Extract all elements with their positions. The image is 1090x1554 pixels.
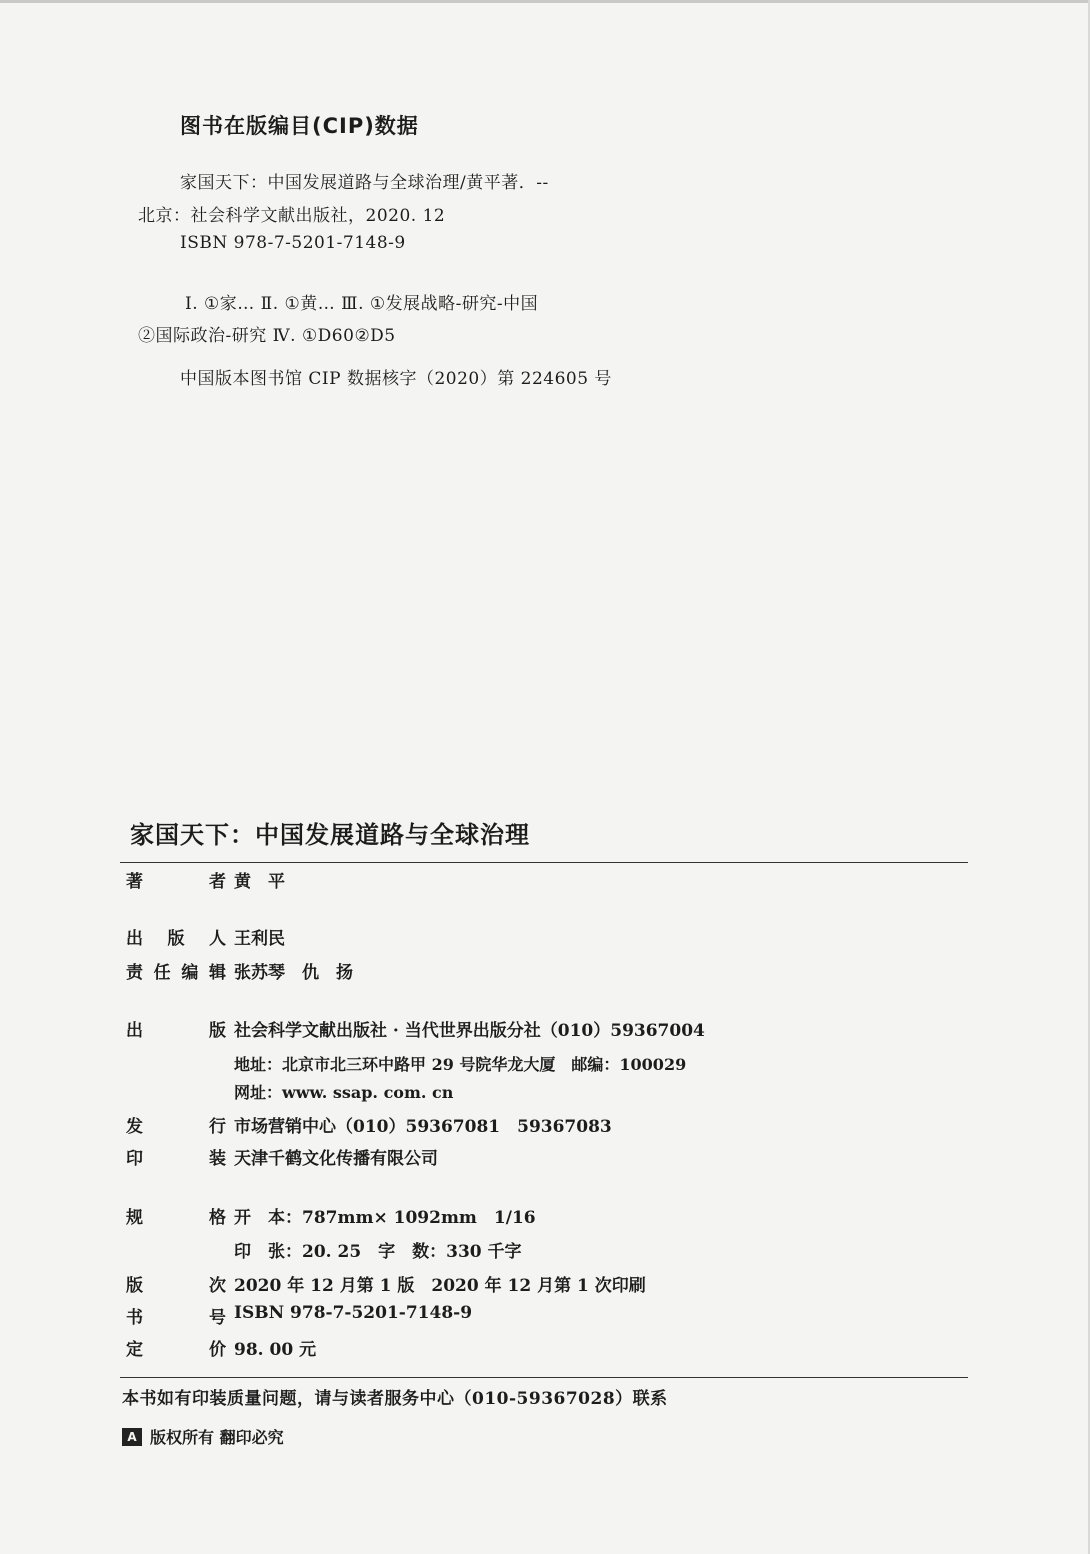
cip-line-title: 家国天下：中国发展道路与全球治理/黄平著．--	[180, 173, 549, 193]
book-title: 家国天下：中国发展道路与全球治理	[130, 821, 530, 849]
spec-extra: 印 张：20. 25 字 数：330 千字	[234, 1242, 522, 1262]
publisher-person-value: 王利民	[234, 929, 285, 949]
publish-label: 出 版	[126, 1021, 226, 1041]
publisher-website[interactable]: 网址：www. ssap. com. cn	[234, 1083, 454, 1102]
cip-line-isbn: ISBN 978-7-5201-7148-9	[180, 233, 406, 253]
divider-top	[120, 862, 968, 863]
publisher-address: 地址：北京市北三环中路甲 29 号院华龙大厦 邮编：100029	[234, 1055, 687, 1074]
isbn-label: 书 号	[126, 1308, 226, 1328]
rights-text: 版权所有 翻印必究	[150, 1428, 284, 1447]
publisher-logo-icon: A	[122, 1428, 142, 1446]
editors-label: 责 任 编 辑	[126, 963, 226, 983]
page-edge	[0, 0, 1090, 3]
price-label: 定 价	[126, 1340, 226, 1360]
author-value: 黄 平	[234, 872, 285, 892]
cip-line-record-number: 中国版本图书馆 CIP 数据核字（2020）第 224605 号	[180, 369, 612, 389]
author-label: 著 者	[126, 872, 226, 892]
printing-value: 天津千鹤文化传播有限公司	[234, 1149, 438, 1169]
cip-line-classification: Ⅰ. ①家… Ⅱ. ①黄… Ⅲ. ①发展战略-研究-中国	[185, 294, 539, 314]
distribution-value: 市场营销中心（010）59367081 59367083	[234, 1117, 612, 1137]
divider-bottom	[120, 1377, 968, 1378]
spec-label: 规 格	[126, 1208, 226, 1228]
edition-label: 版 次	[126, 1276, 226, 1296]
cip-line-classification-cont: ②国际政治-研究 Ⅳ. ①D60②D5	[138, 326, 396, 346]
price-value: 98. 00 元	[234, 1340, 317, 1360]
distribution-label: 发 行	[126, 1117, 226, 1137]
isbn-value: ISBN 978-7-5201-7148-9	[234, 1303, 473, 1323]
publish-value: 社会科学文献出版社 · 当代世界出版分社（010）59367004	[234, 1021, 705, 1041]
cip-heading: 图书在版编目(CIP)数据	[180, 114, 419, 138]
printing-label: 印 装	[126, 1149, 226, 1169]
spec-value: 开 本：787mm× 1092mm 1/16	[234, 1208, 536, 1228]
rights-statement	[122, 1425, 284, 1448]
cip-line-publisher: 北京：社会科学文献出版社，2020. 12	[138, 206, 446, 226]
service-notice: 本书如有印装质量问题，请与读者服务中心（010-59367028）联系	[122, 1389, 668, 1409]
editors-value: 张苏琴 仇 扬	[234, 963, 353, 983]
publisher-person-label: 出 版 人	[126, 929, 226, 949]
edition-value: 2020 年 12 月第 1 版 2020 年 12 月第 1 次印刷	[234, 1276, 646, 1296]
